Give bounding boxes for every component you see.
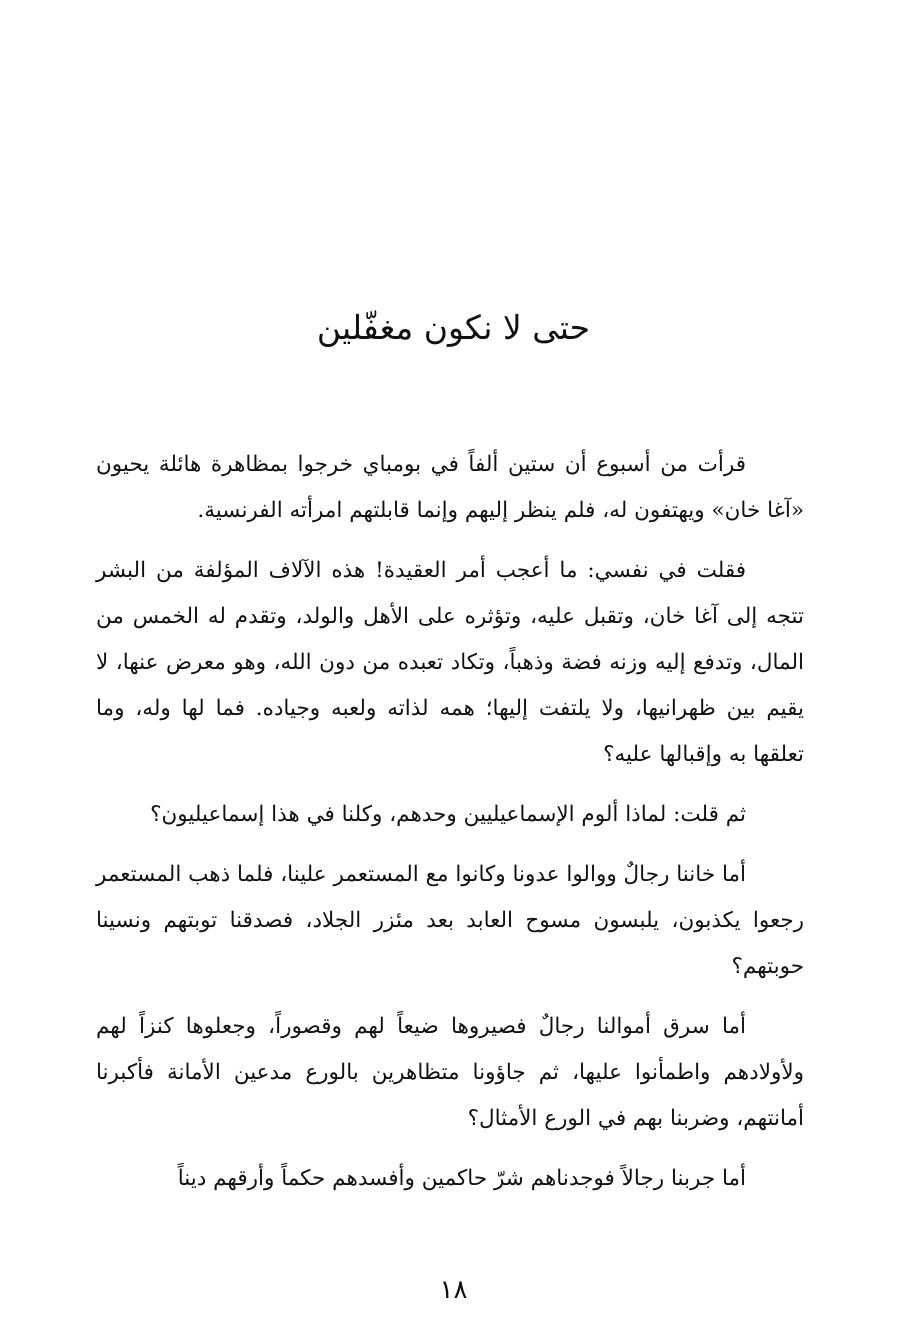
paragraph-4: أما خاننا رجالٌ ووالوا عدونا وكانوا مع المستعمر علينا، فلما ذهب المستعمر رجعوا يكذبون، يلبسون مسوح العابد بعد مئزر الجلاد، فصدقنا توبتهم ونسينا حوبتهم؟ [96,862,804,979]
paragraph-2: فقلت في نفسي: ما أعجب أمر العقيدة! هذه الآلاف المؤلفة من البشر تتجه إلى آغا خان، وتقبل عليه، وتؤثره على الأهل والولد، وتقدم له الخمس من المال، وتدفع إليه وزنه فضة وذهباً، وتكاد تعبده من دون الله، وهو معرض عنها، لا يقيم بين ظهرانيها، ولا يلتفت إليها؛ همه لذاته ولعبه وجياده. فما لها وله، وما تعلقها به وإقبالها عليه؟ [96,558,804,767]
paragraph-1: قرأت من أسبوع أن ستين ألفاً في بومباي خرجوا بمظاهرة هائلة يحيون «آغا خان» ويهتفون له، فلم ينظر إليهم وإنما قابلتهم امرأته الفرنسية. [96,452,804,523]
paragraph-6: أما جربنا رجالاً فوجدناهم شرّ حاكمين وأفسدهم حكماً وأرقهم ديناً [177,1166,746,1191]
chapter-title: حتى لا نكون مغفّلين [316,308,591,347]
paragraph-3: ثم قلت: لماذا ألوم الإسماعيليين وحدهم، وكلنا في هذا إسماعيليون؟ [150,802,746,827]
paragraph-5: أما سرق أموالنا رجالٌ فصيروها ضيعاً لهم وقصوراً، وجعلوها كنزاً لهم ولأولادهم واطمأنوا عليها، ثم جاؤونا متظاهرين بالورع مدعين الأمانة فأكبرنا أمانتهم، وضربنا بهم في الورع الأمثال؟ [96,1014,804,1131]
chapter-body [96,442,804,1216]
page-number: ١٨ [439,1275,468,1305]
